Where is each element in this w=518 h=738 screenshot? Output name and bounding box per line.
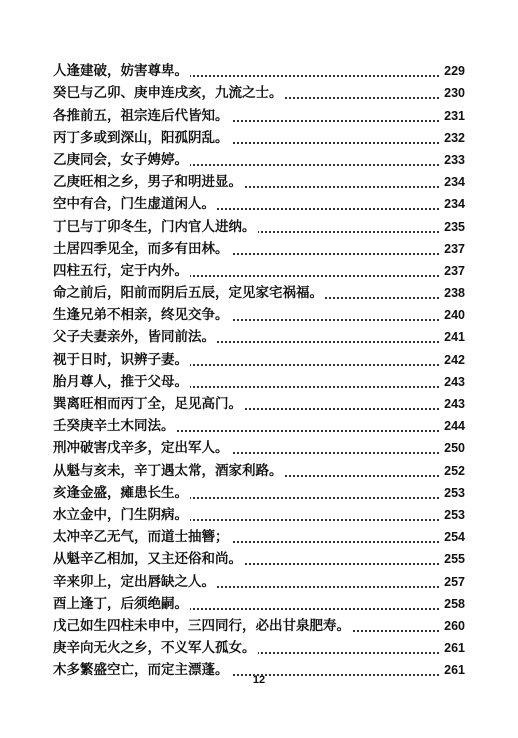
toc-entry: [53, 325, 465, 347]
toc-entry-title: 乙庚旺相之乡，男子和明进显。: [53, 174, 242, 191]
toc-entry: [53, 436, 465, 458]
toc-entry: [53, 458, 465, 480]
toc-entry-page: 258: [444, 596, 465, 611]
toc-entry-title: 父子夫妻亲外，皆同前法。: [53, 329, 215, 346]
toc-entry: [53, 525, 465, 547]
toc-entry-title: 各推前五，祖宗连后代皆知。: [53, 107, 229, 124]
toc-entry: [53, 392, 465, 414]
toc-entry-page: 244: [444, 419, 465, 434]
toc-entry-title: 水立金中，门生阴病。: [53, 506, 188, 523]
toc-entry-page: 242: [444, 352, 465, 367]
toc-entry-page: 230: [444, 86, 465, 101]
toc-entry: [53, 636, 465, 658]
toc-entry: [53, 237, 465, 259]
toc-entry-page: 260: [444, 618, 465, 633]
toc-entry: [53, 192, 465, 214]
toc-entry: [53, 481, 465, 503]
toc-entry: [53, 126, 465, 148]
toc-entry-page: 238: [444, 286, 465, 301]
table-of-contents: [53, 59, 465, 680]
toc-entry-page: 240: [444, 308, 465, 323]
toc-entry-page: 261: [444, 663, 465, 678]
toc-entry-page: 229: [444, 64, 465, 79]
toc-entry: [53, 592, 465, 614]
toc-entry-title: 从魁辛乙相加，又主还俗和尚。: [53, 551, 242, 568]
toc-entry-page: 237: [444, 241, 465, 256]
toc-entry-page: 234: [444, 175, 465, 190]
toc-entry-title: 从魁与亥未，辛丁遇太常，酒家利路。: [53, 462, 283, 479]
toc-entry: [53, 103, 465, 125]
toc-entry: [53, 547, 465, 569]
toc-entry-page: 232: [444, 130, 465, 145]
toc-entry-title: 四柱五行，定于内外。: [53, 262, 188, 279]
toc-entry: [53, 81, 465, 103]
toc-entry-page: 235: [444, 219, 465, 234]
toc-entry-page: 252: [444, 463, 465, 478]
toc-entry-title: 乙庚同会，女子娉婷。: [53, 151, 188, 168]
toc-entry-page: 250: [444, 441, 465, 456]
toc-entry-title: 土居四季见全，而多有田林。: [53, 240, 229, 257]
toc-entry-title: 癸巳与乙卯、庚申连戌亥，九流之士。: [53, 85, 283, 102]
toc-entry: [53, 370, 465, 392]
toc-entry-page: 255: [444, 552, 465, 567]
toc-entry-title: 庚辛向无火之乡，不义军人孤女。: [53, 640, 256, 657]
toc-entry-title: 命之前后，阳前而阴后五辰，定见家宅祸福。: [53, 285, 323, 302]
toc-entry-page: 253: [444, 507, 465, 522]
page-number: 12: [252, 674, 266, 686]
toc-entry-title: 戊己如生四柱未申中，三四同行，必出甘泉肥寿。: [53, 617, 350, 634]
toc-entry: [53, 281, 465, 303]
toc-entry-title: 胎月尊人，推于父母。: [53, 373, 188, 390]
toc-entry-title: 生逢兄弟不相亲，终见交争。: [53, 307, 229, 324]
toc-entry: [53, 303, 465, 325]
toc-entry-page: 231: [444, 108, 465, 123]
toc-entry: [53, 170, 465, 192]
toc-entry-title: 辛来卯上，定出唇缺之人。: [53, 573, 215, 590]
toc-entry-title: 刑冲破害戊辛多，定出军人。: [53, 440, 229, 457]
toc-entry: [53, 614, 465, 636]
toc-entry-title: 木多繁盛空亡，而定主漂蓬。: [53, 662, 229, 679]
toc-entry-page: 261: [444, 641, 465, 656]
toc-entry-title: 人逢建破，妨害尊卑。: [53, 63, 188, 80]
toc-entry: [53, 503, 465, 525]
toc-entry-title: 巽离旺相而丙丁全，足见高门。: [53, 396, 242, 412]
toc-entry: [53, 148, 465, 170]
toc-entry: [53, 347, 465, 369]
toc-entry-title: 空中有合，门生虚道闲人。: [53, 196, 215, 213]
toc-entry-page: 241: [444, 330, 465, 345]
toc-entry-page: 237: [444, 263, 465, 278]
toc-entry: [53, 214, 465, 236]
toc-entry-title: 太冲辛乙无气，而道士抽簪；: [53, 529, 229, 546]
toc-entry-page: 243: [444, 397, 465, 411]
toc-entry-title: 丙丁多或到深山，阳孤阴乱。: [53, 129, 229, 146]
toc-entry: [53, 59, 465, 81]
toc-entry-title: 亥逢金盛，瘫患长生。: [53, 484, 188, 501]
toc-entry-page: 254: [444, 530, 465, 545]
toc-entry-title: 视于日时，识辨子妻。: [53, 351, 188, 368]
toc-entry-page: 233: [444, 152, 465, 167]
toc-entry: [53, 569, 465, 591]
toc-entry: [53, 414, 465, 436]
toc-entry-page: 257: [444, 574, 465, 589]
toc-entry-page: 253: [444, 485, 465, 500]
toc-entry-title: 酉上逢丁，后须绝嗣。: [53, 595, 188, 612]
toc-entry: [53, 259, 465, 281]
toc-entry-page: 243: [444, 374, 465, 389]
toc-entry-title: 丁巳与丁卯冬生，门内官人进纳。: [53, 218, 256, 235]
toc-entry-page: 234: [444, 197, 465, 212]
toc-entry-title: 壬癸庚辛土木同法。: [53, 418, 175, 435]
